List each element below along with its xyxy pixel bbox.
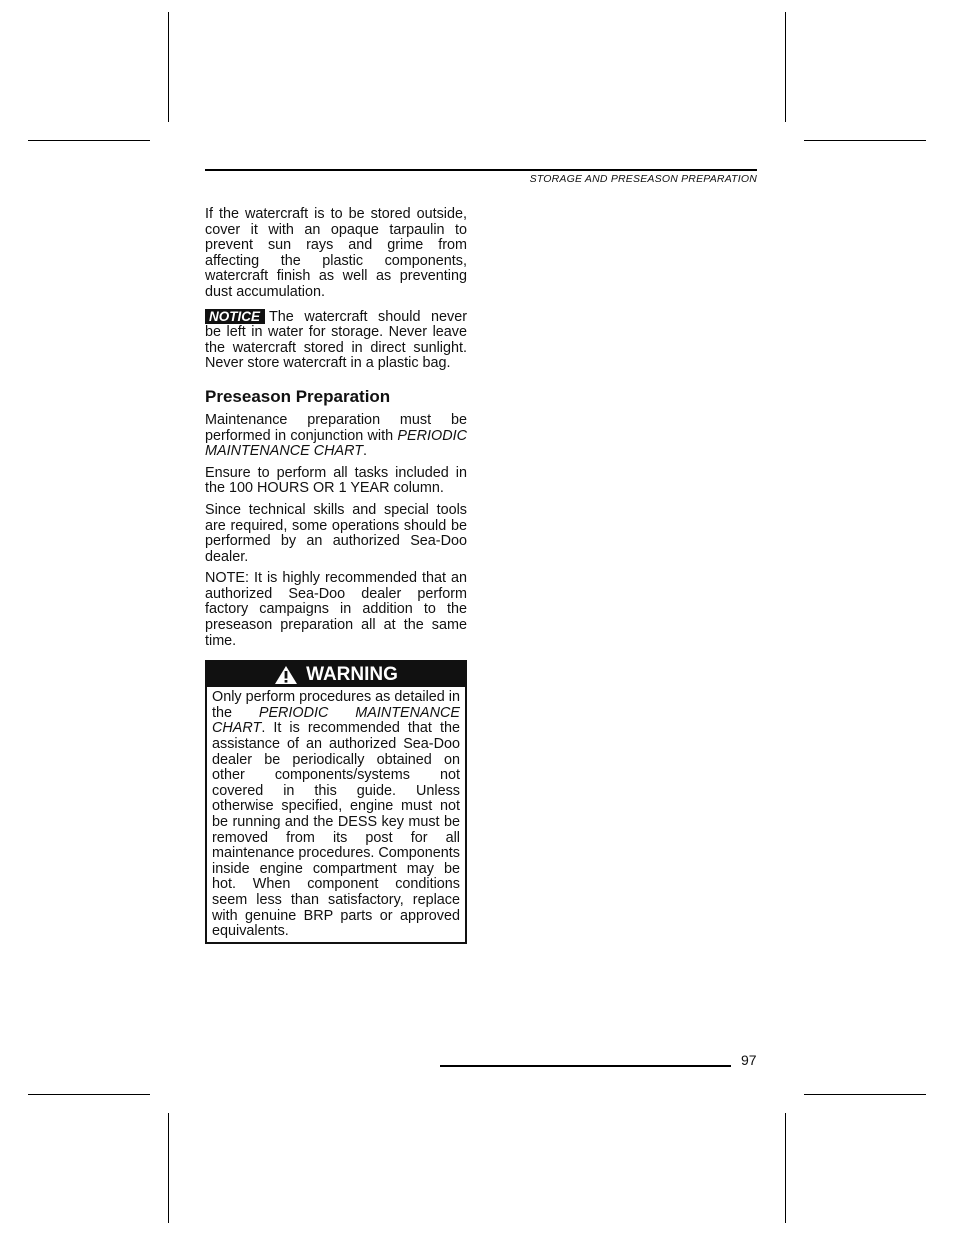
storage-outside-paragraph: If the watercraft is to be stored outside, cover it with an opaque tarpaulin to prevent sun rays and grime from affecting the plastic components, watercraft finish as well as preventing dust accumulation. — [205, 206, 467, 300]
warning-header — [207, 662, 465, 687]
crop-mark-top-right-horizontal — [804, 140, 926, 141]
page-number: 97 — [741, 1052, 757, 1068]
warning-title: WARNING — [306, 663, 398, 685]
notice-text: The watercraft should never be left in water for storage. Never leave the watercraft stored in direct sunlight. Never store watercraft in a plastic bag. — [205, 308, 467, 372]
text-column — [205, 207, 467, 944]
maintenance-text-end: . — [363, 443, 368, 460]
running-header: STORAGE AND PRESEASON PREPARATION — [529, 173, 757, 185]
maintenance-text-start: Maintenance preparation must be performed in conjunction with — [205, 411, 467, 444]
notice-paragraph — [205, 309, 467, 372]
crop-mark-top-left-horizontal — [28, 140, 150, 141]
crop-mark-bottom-left-vertical — [168, 1113, 169, 1223]
column-reference: 100 HOURS OR 1 YEAR — [229, 480, 390, 497]
tasks-paragraph — [205, 466, 467, 497]
tasks-text-start: Ensure to perform all tasks included in the — [205, 464, 467, 497]
warning-box — [205, 660, 467, 944]
footer-rule — [440, 1065, 731, 1067]
note-paragraph — [205, 571, 467, 649]
maintenance-paragraph — [205, 413, 467, 460]
section-heading: Preseason Preparation — [205, 386, 391, 406]
notice-badge: NOTICE — [205, 309, 265, 324]
warning-text-end: . It is recommended that the assistance of an authorized Sea-Doo dealer be periodically obtained on other components/systems not covered in this guide. Unless otherwise specified, engine must not be running and the DESS key must be removed from its post for all maintenance procedures. Components inside engine compartment may be hot. When component conditions seem less than satisfactory, replace with genuine BRP parts or approved equivalents. — [212, 720, 460, 940]
crop-mark-bottom-right-horizontal — [804, 1094, 926, 1095]
warning-chart-reference: PERIODIC MAINTENANCE CHART — [212, 704, 460, 737]
crop-mark-bottom-left-horizontal — [28, 1094, 150, 1095]
tasks-text-end: column. — [389, 480, 444, 497]
note-label: NOTE: — [205, 570, 249, 587]
crop-mark-bottom-right-vertical — [785, 1113, 786, 1223]
note-text: It is highly recommended that an authorized Sea-Doo dealer perform factory campaigns in addition to the preseason preparation all at the same time. — [205, 570, 467, 649]
warning-body — [207, 687, 465, 942]
chart-reference: PERIODIC MAINTENANCE CHART — [205, 427, 467, 460]
warning-text-start: Only perform procedures as detailed in the — [212, 689, 460, 721]
header-rule — [205, 169, 757, 171]
warning-triangle-icon — [274, 665, 298, 685]
crop-mark-top-right-vertical — [785, 12, 786, 122]
skills-paragraph: Since technical skills and special tools are required, some operations should be performed by an authorized Sea-Doo dealer. — [205, 501, 467, 565]
crop-mark-top-left-vertical — [168, 12, 169, 122]
